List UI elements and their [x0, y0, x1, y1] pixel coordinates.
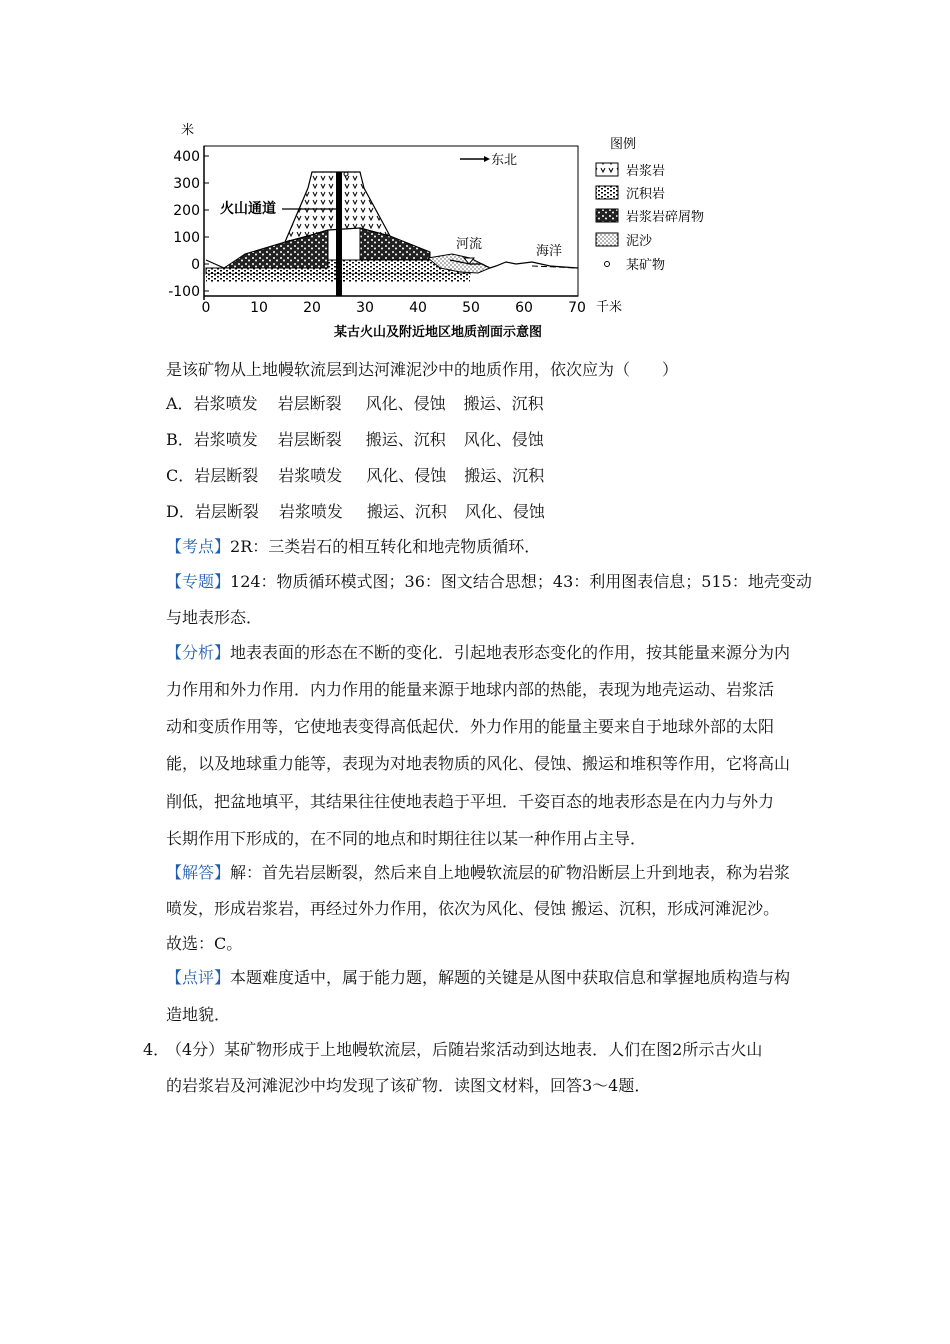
- question-4-text: 的岩浆岩及河滩泥沙中均发现了该矿物．读图文材料，回答3～4题．: [166, 1076, 651, 1095]
- option-b: [166, 430, 544, 450]
- option-item: 风化、侵蚀: [463, 430, 544, 449]
- x-tick: 60: [515, 300, 533, 316]
- dianping-section: [166, 968, 790, 988]
- zhuanti-text: 124：物质循环模式图；36：图文结合思想；43：利用图表信息；515：地壳变动: [230, 572, 812, 591]
- ocean-label: 海洋: [536, 244, 563, 259]
- fenxi-text: 力作用和外力作用．内力作用的能量来源于地球内部的热能，表现为地壳运动、岩浆活: [166, 680, 775, 699]
- legend-item: 岩浆岩: [626, 164, 666, 179]
- legend-title: 图例: [610, 137, 637, 152]
- option-item: 岩层断裂: [194, 502, 259, 521]
- option-item: 岩浆喷发: [278, 466, 343, 485]
- option-letter: A．: [166, 394, 194, 413]
- y-tick: 0: [191, 257, 200, 273]
- option-item: 风化、侵蚀: [464, 502, 545, 521]
- y-tick: 100: [173, 230, 200, 246]
- figure-caption: 某古火山及附近地区地质剖面示意图: [333, 325, 543, 340]
- y-unit-label: 米: [181, 123, 195, 138]
- zhuanti-section: [166, 572, 812, 592]
- option-item: 风化、侵蚀: [365, 394, 446, 413]
- option-item: 岩浆喷发: [193, 394, 258, 413]
- x-tick: 50: [462, 300, 480, 316]
- dianping-text: 本题难度适中，属于能力题，解题的关键是从图中获取信息和掌握地质构造与构: [230, 968, 791, 987]
- kaodian-tag: 【考点】: [166, 537, 231, 556]
- x-tick: 10: [250, 300, 268, 316]
- option-c: [166, 466, 544, 486]
- option-item: 搬运、沉积: [463, 394, 544, 413]
- option-item: 岩层断裂: [277, 430, 342, 449]
- x-unit-label: 千米: [596, 300, 623, 315]
- legend-item: 泥沙: [626, 234, 653, 249]
- x-tick: 40: [409, 300, 427, 316]
- jieda-text: 喷发，形成岩浆岩，再经过外力作用，依次为风化、侵蚀 搬运、沉积，形成河滩泥沙。: [166, 899, 780, 918]
- question-stem: 是该矿物从上地幔软流层到达河滩泥沙中的地质作用，依次应为（ ）: [166, 360, 679, 379]
- legend-item: 某矿物: [626, 258, 666, 273]
- x-tick: 20: [303, 300, 321, 316]
- option-a: [166, 394, 544, 414]
- y-tick-labels: [168, 149, 200, 300]
- legend-item: 岩浆岩碎屑物: [626, 210, 705, 225]
- dianping-tag: 【点评】: [166, 968, 231, 987]
- option-item: 岩浆喷发: [278, 502, 343, 521]
- volcano-channel-label: 火山通道: [220, 201, 276, 217]
- option-letter: B．: [166, 430, 194, 449]
- fenxi-text: 长期作用下形成的，在不同的地点和时期往往以某一种作用占主导．: [166, 829, 647, 848]
- jieda-text: 解：首先岩层断裂，然后来自上地幔软流层的矿物沿断层上升到地表，称为岩浆: [230, 863, 791, 882]
- option-item: 岩浆喷发: [193, 430, 258, 449]
- option-d: [166, 502, 545, 522]
- kaodian-section: [166, 537, 540, 557]
- legend: [596, 137, 704, 273]
- option-item: 岩层断裂: [277, 394, 342, 413]
- zhuanti-text-cont: 与地表形态．: [166, 608, 263, 627]
- option-item: 风化、侵蚀: [366, 466, 447, 485]
- jieda-text: 故选：C。: [166, 934, 243, 953]
- kaodian-text: 2R：三类岩石的相互转化和地壳物质循环．: [230, 537, 541, 556]
- fenxi-text: 削低，把盆地填平，其结果往往使地表趋于平坦．千姿百态的地表形态是在内力与外力: [166, 792, 775, 811]
- direction-label: 东北: [491, 153, 518, 168]
- zhuanti-tag: 【专题】: [166, 572, 231, 591]
- jieda-section: [166, 863, 790, 883]
- question-number: 4．: [143, 1040, 170, 1059]
- legend-item: 沉积岩: [626, 187, 666, 202]
- option-item: 搬运、沉积: [365, 430, 446, 449]
- x-tick: 0: [201, 300, 211, 316]
- x-tick-labels: [202, 300, 586, 316]
- y-tick: -100: [168, 284, 200, 300]
- option-letter: C．: [166, 466, 195, 485]
- x-tick: 30: [356, 300, 374, 316]
- option-letter: D．: [166, 502, 195, 521]
- fenxi-tag: 【分析】: [166, 643, 231, 662]
- y-tick: 300: [173, 176, 200, 192]
- geologic-profile-figure: [160, 118, 760, 350]
- option-item: 岩层断裂: [194, 466, 259, 485]
- option-item: 搬运、沉积: [366, 502, 447, 521]
- y-tick: 400: [173, 149, 200, 165]
- fenxi-section: [166, 643, 790, 663]
- fenxi-text: 动和变质作用等，它使地表变得高低起伏．外力作用的能量主要来自于地球外部的太阳: [166, 717, 775, 736]
- x-tick: 70: [568, 300, 586, 316]
- river-label: 河流: [456, 237, 483, 252]
- profile-svg: [160, 118, 760, 350]
- option-item: 搬运、沉积: [464, 466, 545, 485]
- jieda-tag: 【解答】: [166, 863, 231, 882]
- dianping-text: 造地貌．: [166, 1005, 231, 1024]
- fenxi-text: 能，以及地球重力能等，表现为对地表物质的风化、侵蚀、搬运和堆积等作用，它将高山: [166, 754, 791, 773]
- y-tick: 200: [173, 203, 200, 219]
- fenxi-text: 地表表面的形态在不断的变化．引起地表形态变化的作用，按其能量来源分为内: [230, 643, 791, 662]
- question-4-text: （4分）某矿物形成于上地幔软流层，后随岩浆活动到达地表．人们在图2所示古火山: [166, 1040, 763, 1059]
